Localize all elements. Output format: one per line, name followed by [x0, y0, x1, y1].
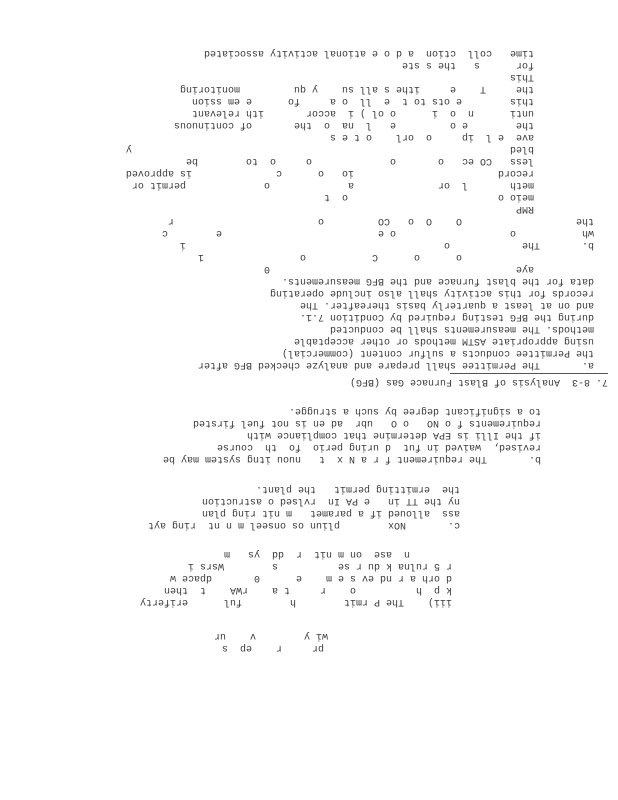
text-line: the e o e l na o the of continuous: [173, 119, 534, 130]
text-line: a. The Permittee shall prepare and analyze checked BFG after: [197, 359, 594, 370]
text-line: records for this activity shall also include operating: [269, 287, 594, 298]
text-line: ave e l ip o orl o t e s: [329, 131, 534, 142]
text-line: bled y: [125, 143, 534, 154]
text-line: if the Illi is EPA determine that compliance with: [246, 429, 541, 440]
text-line: c. NOx pliun os onseel m n nt ring ayt: [147, 519, 460, 530]
text-line: unti n o i o ol ) i accor ith relevant: [191, 107, 534, 118]
text-line: to a significant degree by such a strugge.: [288, 405, 541, 416]
text-line: the T e ithe s all su y qu monitoring: [179, 83, 534, 94]
text-line: time coll ction a d o e ational activity associated: [203, 47, 534, 58]
text-line: b. The requirement f r a N x t nuou itng system may be: [162, 453, 541, 464]
text-line: data for the blast furnace and the BFG measurements.: [281, 275, 594, 286]
text-line: r 5 rulna k du r se s Wsrs i: [187, 560, 452, 571]
text-line: o o C o 1: [197, 251, 534, 262]
text-line: n ase on m nit r dd ys m: [223, 548, 422, 559]
text-line: less CO ec o o o o to be: [185, 155, 534, 166]
text-line: ny the TT in e PA In rvlsed o astruction: [201, 495, 460, 506]
text-line: d orh a r nd ev s e m e 0 dpace w: [169, 572, 452, 583]
text-line: record io o c is approved: [125, 167, 534, 178]
text-line: pr r ep s: [221, 642, 324, 653]
text-line: wi y v ur: [213, 630, 328, 641]
text-line: revised, waived in fut d uring perio fo th course: [216, 441, 541, 452]
text-line: for s the s ste: [401, 59, 534, 70]
text-line: b. The o i: [179, 239, 594, 250]
text-line: ass alloued if a paramet m nit ring plan: [201, 507, 460, 518]
text-line: This: [509, 71, 534, 82]
text-line: this e ots to t e ll o a fo e em ssion: [191, 95, 534, 106]
text-line: the O O o CO o r: [167, 215, 594, 226]
text-line: aye 0: [263, 263, 534, 274]
text-line: and on at least a quarterly basis thereafter. The: [299, 299, 594, 310]
section-heading: 7. 8-3 Analysis of Blast Furnace Gas (BFG): [349, 376, 608, 387]
text-line: the ermitting permit the plant.: [255, 483, 460, 494]
text-line: meth l or a o permit or: [131, 179, 534, 190]
text-line: iii) The P rmit h ful eriferty: [139, 596, 452, 607]
text-line: methods. The measurements shall be conducted: [329, 323, 594, 334]
text-line: using appropriate ASTM methods or other acceptable: [293, 335, 594, 346]
text-line: k p h o r t a rWA t then: [163, 584, 452, 595]
text-line: wh o o e e c: [161, 227, 594, 238]
text-line: requirements f o NO o O ubr ad en is not fuel firsted: [192, 417, 541, 428]
text-line: the Permittee conducts a sulfur content (commercial): [281, 347, 594, 358]
text-line: during the BFG testing required by Condition 7.1.: [299, 311, 594, 322]
heading-rule: [450, 373, 608, 374]
text-line: meio o o t: [323, 191, 534, 202]
text-line: RMP: [515, 203, 534, 214]
